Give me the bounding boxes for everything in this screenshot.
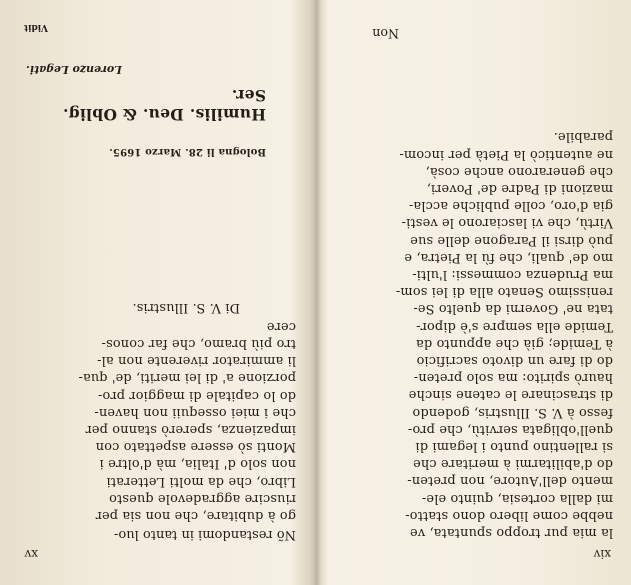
text-line: do d'abilitarmi à meritare che bbox=[412, 456, 613, 472]
corner-mark: Vidit bbox=[23, 22, 48, 32]
text-line: mi dalla cortesia, quinto ele- bbox=[421, 490, 613, 506]
text-line: nebbe come libero dono statto- bbox=[405, 507, 613, 523]
text-line: Temide ella sempre s'è dipor- bbox=[416, 318, 613, 334]
text-line: riuscire aggradevole questo bbox=[108, 490, 296, 506]
text-line: che generarono anche cosà, bbox=[425, 163, 613, 179]
text-line: non solo d' Italia, mà d'oltre i bbox=[99, 456, 296, 472]
text-line: gia d'oro, colle publiche accla- bbox=[408, 198, 613, 214]
text-line: tro più bramo, che far conos- bbox=[101, 335, 296, 351]
text-line: ne autenticò la Pietà per incom- bbox=[399, 146, 613, 162]
right-page bbox=[0, 0, 312, 585]
text-line: go à dubitare, che non sia per bbox=[95, 508, 296, 523]
catchword: Non bbox=[372, 26, 399, 41]
text-line: porzione a' di lei meriti, de' qua- bbox=[78, 370, 296, 386]
text-line: si rallentino punto i legami di bbox=[415, 438, 613, 454]
closing-line: Humilis. Deu. & Oblig. Ser. bbox=[62, 86, 266, 124]
text-line: mo de' quali, che fù la Pietra, e bbox=[404, 249, 613, 265]
text-line: di strascinare le catene sinche bbox=[408, 387, 613, 403]
text-line: renissimo Senato alla di lei som- bbox=[395, 284, 613, 300]
folio-left: xiv bbox=[593, 547, 611, 561]
left-page bbox=[319, 0, 631, 585]
text-line: parabile. bbox=[553, 129, 613, 145]
date-line: Bologna li 28. Marzo 1695. bbox=[109, 146, 266, 157]
text-line: li ammirator riverente non al- bbox=[97, 353, 296, 369]
text-line: mazioni di Padre de' Poveri, bbox=[426, 180, 613, 196]
text-line: impazienza, spererò stanno per bbox=[85, 421, 296, 437]
text-line: fesso à V. S. Illustris, godendo bbox=[412, 404, 613, 420]
text-line: può dirsi il Paragone delle sue bbox=[410, 232, 613, 248]
signer-name: Lorenzo Legati. bbox=[26, 63, 122, 76]
text-line: à Temide; già che appunto da bbox=[415, 335, 613, 351]
opening-line: Nõ restandomi in tanto luo- bbox=[114, 527, 296, 542]
text-line: la mia pur troppo spuntata, ve bbox=[409, 525, 613, 540]
folio-right: xv bbox=[24, 547, 38, 561]
text-line: Libro, che da molti Letterati bbox=[106, 473, 296, 489]
text-line: ma Prudenza commessi: l'ulti- bbox=[412, 266, 613, 282]
text-line: quell'obligata servitù, che pro- bbox=[407, 421, 613, 437]
text-line: Monti sò essere aspettato con bbox=[95, 439, 296, 455]
text-line: tata ne' Governi da quelto Se- bbox=[413, 301, 613, 317]
text-line: haurò spirito: ma solo preten- bbox=[413, 370, 613, 386]
left-text-block bbox=[396, 128, 613, 541]
text-line: mento dell'Autore, non preten- bbox=[407, 473, 613, 489]
text-line: che i miei ossequii non haven- bbox=[94, 404, 296, 420]
right-text-block bbox=[78, 298, 296, 524]
text-line: Virtù, che vi lasciarono le vesti- bbox=[401, 215, 613, 231]
signoff: Di V. S. Illustris. bbox=[132, 299, 240, 315]
signature-block bbox=[26, 63, 266, 157]
text-line: do di fare un divoto sacrificio bbox=[416, 352, 613, 368]
text-line: cere bbox=[266, 318, 296, 334]
text-line: do lo capitale di maggior pro- bbox=[97, 387, 296, 403]
